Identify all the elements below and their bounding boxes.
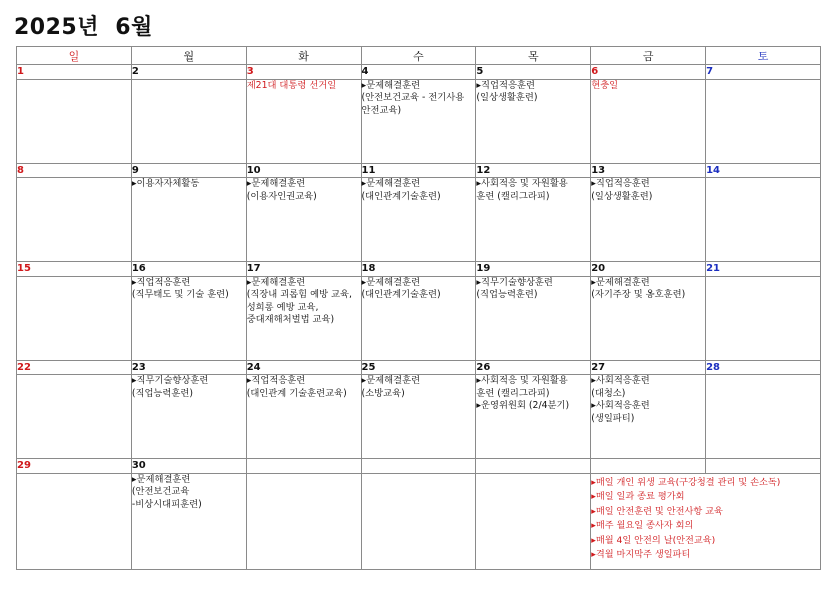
- day-number: 3: [246, 65, 361, 80]
- day-cell: [591, 79, 706, 163]
- day-number: 8: [17, 163, 132, 178]
- day-cell: [361, 473, 476, 569]
- day-number: 15: [17, 262, 132, 277]
- event-line: ▸문제해결훈련: [131, 473, 191, 485]
- day-number: 23: [131, 360, 246, 375]
- day-number: 28: [706, 360, 821, 375]
- day-number: 13: [591, 163, 706, 178]
- day-number: 26: [476, 360, 591, 375]
- day-cell: [476, 178, 591, 262]
- event-line: ▸이용자자체활동: [131, 178, 200, 190]
- day-cell: [131, 375, 246, 459]
- day-cell: [361, 178, 476, 262]
- day-number: 30: [131, 459, 246, 474]
- day-cell: [591, 276, 706, 360]
- day-cell: [246, 375, 361, 459]
- event-line: 중대재해처벌법 교육): [246, 314, 335, 326]
- event-line: (소방교육): [361, 387, 405, 399]
- event-line: ▸문제해결훈련: [361, 79, 421, 91]
- event-line: ▸직업적응훈련: [131, 276, 191, 288]
- day-cell: [131, 276, 246, 360]
- event-line: (대인관계기술훈련): [361, 190, 441, 202]
- event-line: 안전교육): [361, 104, 402, 116]
- day-number: [591, 459, 706, 474]
- day-cell: [131, 473, 246, 569]
- day-cell: [361, 375, 476, 459]
- day-cell: [476, 79, 591, 163]
- day-cell: [131, 178, 246, 262]
- notes-cell: [591, 473, 821, 569]
- weekday-fri: 금: [591, 47, 706, 65]
- note-item: ▸매월 4일 안전의 날(안전교육): [591, 534, 716, 546]
- weekday-wed: 수: [361, 47, 476, 65]
- event-line: (직업능력훈련): [476, 289, 538, 301]
- event-line: (대인관계 기술훈련교육): [246, 387, 347, 399]
- note-item: ▸매일 개인 위생 교육(구강청결 관리 및 손소독): [591, 476, 781, 488]
- day-number: 1: [17, 65, 132, 80]
- event-line: 제21대 대통령 선거일: [246, 79, 337, 91]
- weekday-tue: 화: [246, 47, 361, 65]
- day-number: 9: [131, 163, 246, 178]
- event-line: (자기주장 및 옹호훈련): [591, 289, 686, 301]
- event-line: (직무태도 및 기술 훈련): [131, 289, 229, 301]
- event-line: ▸사회적응 및 자원활용: [476, 375, 568, 387]
- day-cell: [246, 276, 361, 360]
- note-item: ▸격월 마지막주 생일파티: [591, 549, 691, 561]
- day-number: 6: [591, 65, 706, 80]
- event-line: (대인관계기술훈련): [361, 289, 441, 301]
- day-cell: [17, 473, 132, 569]
- day-cell: [17, 375, 132, 459]
- day-cell: [706, 178, 821, 262]
- date-number-row: [17, 163, 821, 178]
- day-cell: [17, 178, 132, 262]
- date-number-row: [17, 360, 821, 375]
- event-line: ▸문제해결훈련: [361, 178, 421, 190]
- event-line: 현충일: [591, 79, 619, 91]
- week-row: [17, 79, 821, 163]
- event-line: 훈련 (캘리그라피): [476, 387, 550, 399]
- day-number: 12: [476, 163, 591, 178]
- day-number: 10: [246, 163, 361, 178]
- day-number: [361, 459, 476, 474]
- day-number: 7: [706, 65, 821, 80]
- day-cell: [591, 375, 706, 459]
- day-cell: [476, 375, 591, 459]
- date-number-row: [17, 262, 821, 277]
- day-cell: [246, 473, 361, 569]
- day-cell: [476, 473, 591, 569]
- event-line: ▸문제해결훈련: [246, 178, 306, 190]
- day-number: 14: [706, 163, 821, 178]
- week-row: [17, 375, 821, 459]
- day-number: 22: [17, 360, 132, 375]
- day-number: 20: [591, 262, 706, 277]
- event-line: (일상생활훈련): [476, 92, 538, 104]
- event-line: ▸사회적응훈련: [591, 400, 650, 412]
- day-number: 29: [17, 459, 132, 474]
- monthly-notes: [591, 474, 820, 563]
- day-cell: [246, 79, 361, 163]
- weekday-sun: 일: [17, 47, 132, 65]
- event-line: ▸운영위원회 (2/4분기): [476, 400, 570, 412]
- day-number: [246, 459, 361, 474]
- day-cell: [706, 276, 821, 360]
- day-number: 21: [706, 262, 821, 277]
- week-row: [17, 178, 821, 262]
- day-number: 27: [591, 360, 706, 375]
- day-cell: [246, 178, 361, 262]
- event-line: (안전보건교육 - 전기사용: [361, 92, 465, 104]
- event-line: ▸직업적응훈련: [246, 375, 306, 387]
- event-line: (일상생활훈련): [591, 190, 653, 202]
- date-number-row: [17, 459, 821, 474]
- day-number: 4: [361, 65, 476, 80]
- day-number: 2: [131, 65, 246, 80]
- event-line: (직업능력훈련): [131, 387, 193, 399]
- event-line: ▸문제해결훈련: [591, 276, 650, 288]
- day-cell: [361, 79, 476, 163]
- day-cell: [131, 79, 246, 163]
- event-line: ▸직무기술향상훈련: [131, 375, 209, 387]
- event-line: (안전보건교육: [131, 486, 190, 498]
- event-line: (직장내 괴롭힘 예방 교육,: [246, 289, 352, 301]
- note-item: ▸매주 월요일 종사자 회의: [591, 520, 694, 532]
- page-title: 2025년 6월: [14, 15, 153, 40]
- weekday-sat: 토: [706, 47, 821, 65]
- day-number: 16: [131, 262, 246, 277]
- event-line: (대청소): [591, 387, 626, 399]
- day-cell: [17, 276, 132, 360]
- event-line: ▸문제해결훈련: [361, 375, 421, 387]
- calendar-grid: [16, 46, 821, 570]
- event-line: ▸사회적응 및 자원활용: [476, 178, 568, 190]
- event-line: ▸직무기술향상훈련: [476, 276, 553, 288]
- day-cell: [591, 178, 706, 262]
- day-number: 24: [246, 360, 361, 375]
- event-line: 성희롱 예방 교육,: [246, 301, 319, 313]
- day-cell: [706, 79, 821, 163]
- day-number: [706, 459, 821, 474]
- event-line: 훈련 (캘리그라피): [476, 190, 550, 202]
- day-number: 17: [246, 262, 361, 277]
- event-line: (생일파티): [591, 412, 635, 424]
- weekday-thu: 목: [476, 47, 591, 65]
- day-cell: [706, 375, 821, 459]
- event-line: ▸문제해결훈련: [361, 276, 421, 288]
- note-item: ▸매일 일과 종료 평가회: [591, 491, 685, 503]
- event-line: (이용자인권교육): [246, 190, 317, 202]
- note-item: ▸매일 안전훈련 및 안전사항 교육: [591, 505, 723, 517]
- week-row: [17, 276, 821, 360]
- day-cell: [361, 276, 476, 360]
- event-line: -비상시대피훈련): [131, 498, 202, 510]
- day-number: 19: [476, 262, 591, 277]
- event-line: ▸직업적응훈련: [591, 178, 650, 190]
- event-line: ▸직업적응훈련: [476, 79, 535, 91]
- day-cell: [17, 79, 132, 163]
- weekday-mon: 월: [131, 47, 246, 65]
- event-line: ▸사회적응훈련: [591, 375, 650, 387]
- weekday-header-row: [17, 47, 821, 65]
- calendar-body: [17, 65, 821, 570]
- date-number-row: [17, 65, 821, 80]
- event-line: ▸문제해결훈련: [246, 276, 306, 288]
- day-cell: [476, 276, 591, 360]
- week-row: [17, 473, 821, 569]
- day-number: 5: [476, 65, 591, 80]
- day-number: 11: [361, 163, 476, 178]
- day-number: 18: [361, 262, 476, 277]
- day-number: 25: [361, 360, 476, 375]
- day-number: [476, 459, 591, 474]
